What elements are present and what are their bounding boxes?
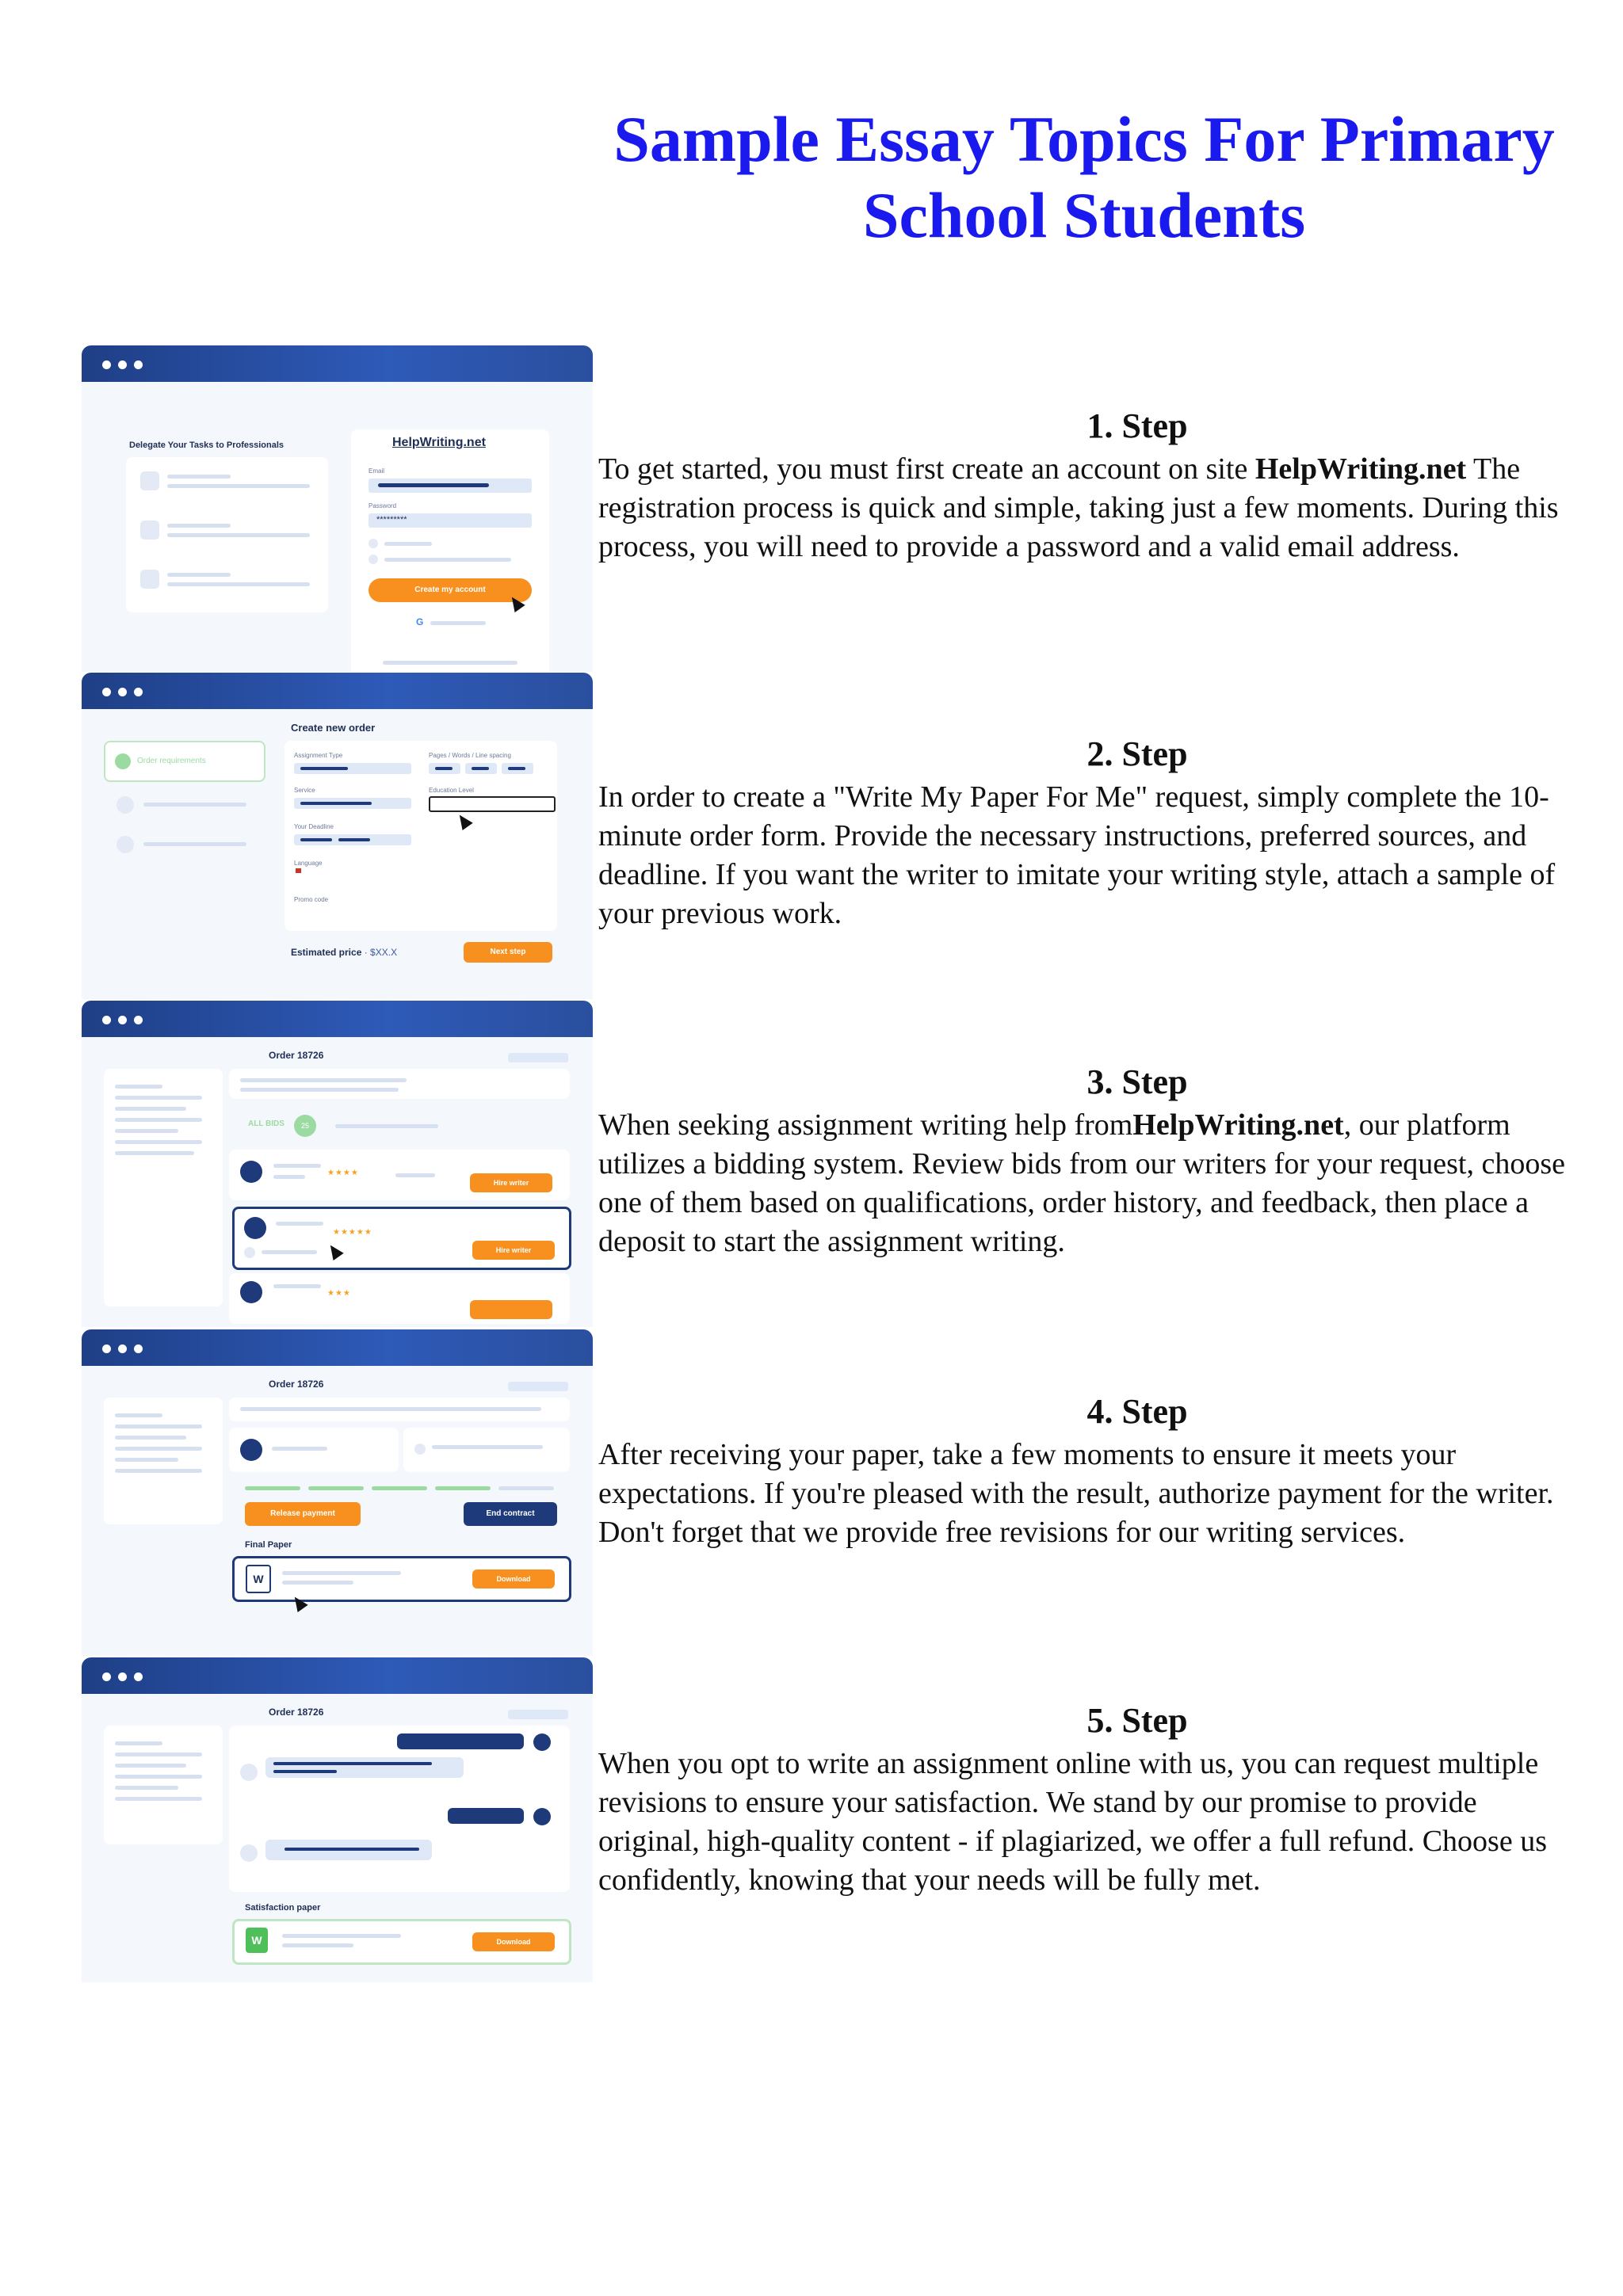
rating-stars: ★★★★: [327, 1169, 359, 1177]
signup-screenshot: [82, 345, 593, 672]
step-text: To get started, you must first create an account on site HelpWriting.net The registration process is quick and simple, taking just a few moments. During this process, you will need to provide a password and a valid email address.: [598, 452, 1559, 563]
form-heading: Create new order: [291, 722, 376, 734]
rating-stars: ★★★: [327, 1289, 351, 1298]
step-text: When seeking assignment writing help fromHelpWriting.net, our platform utilizes a bidding system. Review bids from our writers for your request, choose one of them based on qualifications, order history, and feedback, then place a deposit to start the assignment writing.: [598, 1108, 1565, 1258]
hire-writer-button[interactable]: Hire writer: [472, 1241, 555, 1260]
bids-label: ALL BIDS: [248, 1119, 285, 1128]
bids-screenshot: [82, 1001, 593, 1327]
education-level-select[interactable]: [429, 796, 556, 812]
email-label: Email: [369, 467, 385, 475]
order-sidebar: [104, 1069, 223, 1306]
cursor-icon: [325, 1241, 343, 1261]
create-account-button[interactable]: Create my account: [369, 578, 532, 602]
order-sidebar: [104, 1726, 223, 1844]
step-heading: 4. Step: [1086, 1392, 1188, 1431]
download-button[interactable]: Download: [472, 1569, 555, 1589]
bid-card-selected[interactable]: [232, 1207, 571, 1270]
step-heading: 3. Step: [1086, 1062, 1188, 1101]
satisfaction-paper-row: [232, 1919, 571, 1965]
writer-avatar: [240, 1439, 262, 1461]
writer-avatar: [240, 1161, 262, 1183]
final-paper-row: [232, 1556, 571, 1602]
window-bar: [82, 1329, 593, 1366]
window-dots: [102, 1014, 150, 1028]
step-text: When you opt to write an assignment online with us, you can request multiple revisions to ensure your satisfaction. We stand by our promise to provide original, high-quality content - if plagiarized, we offer a full refund. Choose us confidently, knowing that your needs will be fully met.: [598, 1747, 1547, 1897]
step-5: [598, 1700, 1581, 1900]
google-icon[interactable]: G: [416, 616, 424, 627]
bid-card[interactable]: [229, 1273, 570, 1324]
window-dots: [102, 1671, 150, 1685]
flag-icon[interactable]: ▀: [296, 869, 302, 878]
password-label: Password: [369, 502, 397, 509]
brand-name: HelpWriting.net: [1132, 1108, 1344, 1142]
cursor-icon: [454, 811, 472, 830]
window-dots: [102, 1343, 150, 1357]
step-text: After receiving your paper, take a few moments to ensure it meets your expectations. If you're pleased with the result, authorize payment for the writer. Don't forget that we provide free revisions for our writing services.: [598, 1438, 1554, 1549]
window-bar: [82, 673, 593, 709]
step-2: [598, 734, 1581, 933]
signup-form: [351, 429, 549, 672]
logo: HelpWriting.net: [392, 436, 486, 449]
bid-card[interactable]: [229, 1150, 570, 1200]
window-bar: [82, 1657, 593, 1694]
download-button[interactable]: Download: [472, 1932, 555, 1951]
step-3: [598, 1062, 1581, 1261]
payment-screenshot: [82, 1329, 593, 1656]
bids-count-badge: 25: [294, 1115, 316, 1137]
step-4: [598, 1391, 1581, 1552]
window-dots: [102, 686, 150, 700]
page-title: Sample Essay Topics For Primary School Students: [613, 103, 1555, 251]
task-list-card: [126, 457, 328, 612]
step-heading: 5. Step: [1086, 1701, 1188, 1740]
user-avatar: [533, 1808, 551, 1825]
order-form: Assignment Type Pages / Words / Line spacing Service Education Level Your Deadline Language ▀ Promo code: [285, 741, 557, 931]
chat-panel: [229, 1726, 570, 1892]
password-mask: *********: [376, 515, 407, 524]
rating-stars: ★★★★★: [333, 1228, 372, 1237]
satisfaction-label: Satisfaction paper: [245, 1903, 321, 1913]
revisions-screenshot: [82, 1657, 593, 1982]
order-sidebar: [104, 1398, 223, 1524]
order-heading: Order 18726: [269, 1379, 324, 1390]
writer-avatar: [244, 1217, 266, 1239]
step-text: In order to create a "Write My Paper For Me" request, simply complete the 10-minute order form. Provide the necessary instructions, preferred sources, and deadline. If you want the writer to imitate your writing style, attach a sample of your previous work.: [598, 780, 1556, 930]
check-icon: [115, 753, 131, 769]
step-heading: 2. Step: [1086, 734, 1188, 773]
window-bar: [82, 1001, 593, 1037]
step-heading: 1. Step: [1086, 406, 1188, 445]
order-heading: Order 18726: [269, 1050, 324, 1061]
end-contract-button[interactable]: End contract: [464, 1502, 557, 1526]
order-heading: Order 18726: [269, 1707, 324, 1718]
hire-writer-button[interactable]: [470, 1300, 552, 1319]
order-form-screenshot: [82, 673, 593, 999]
word-file-icon: W: [246, 1565, 271, 1593]
word-file-icon: W: [246, 1928, 268, 1953]
user-avatar: [533, 1733, 551, 1751]
price-label: Estimated price · $XX.X: [291, 947, 398, 958]
window-bar: [82, 345, 593, 382]
screen-heading: Delegate Your Tasks to Professionals: [129, 441, 285, 450]
release-payment-button[interactable]: Release payment: [245, 1502, 361, 1526]
writer-avatar: [240, 1281, 262, 1303]
brand-name: HelpWriting.net: [1254, 452, 1467, 486]
hire-writer-button[interactable]: Hire writer: [470, 1173, 552, 1192]
sidebar-item-requirements[interactable]: Order requirements: [104, 741, 265, 782]
step-1: [598, 406, 1581, 566]
final-paper-label: Final Paper: [245, 1540, 292, 1550]
next-step-button[interactable]: Next step: [464, 942, 552, 963]
window-dots: [102, 359, 150, 373]
